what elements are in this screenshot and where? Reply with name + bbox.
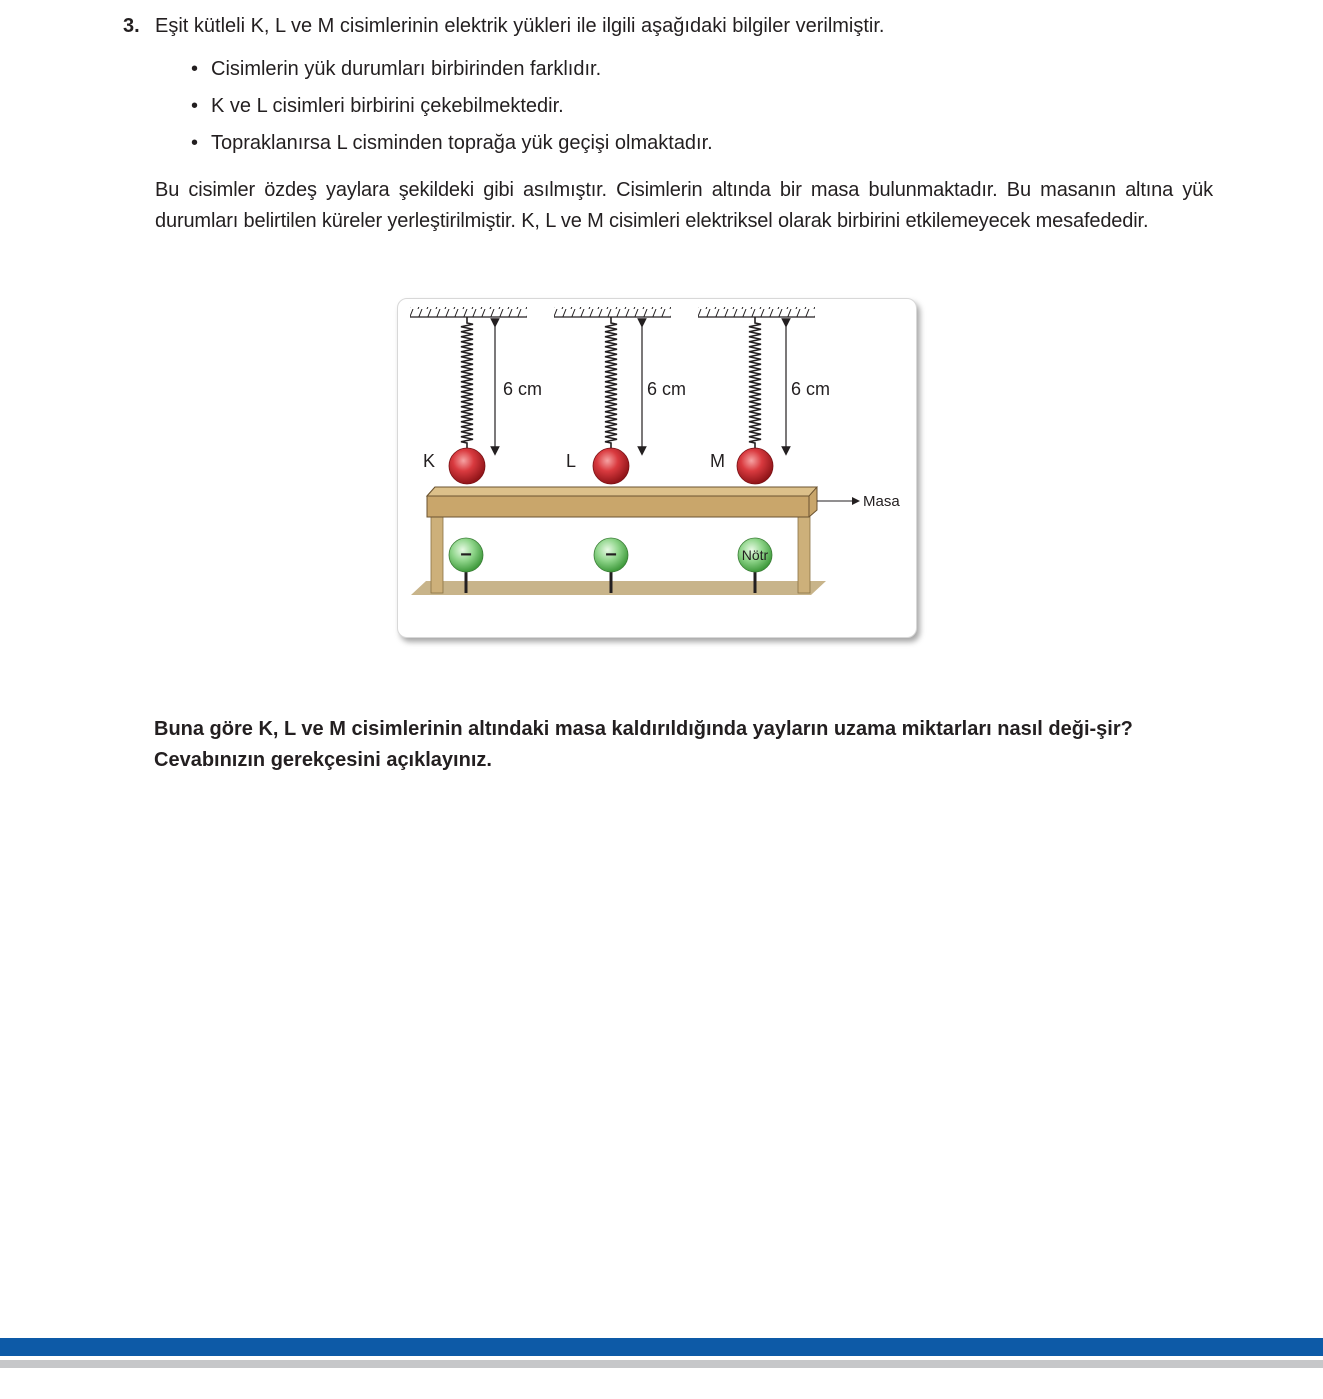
footer-gray-bar (0, 1360, 1323, 1368)
spring-l (605, 317, 617, 449)
footer-blue-bar (0, 1338, 1323, 1356)
length-label-m: 6 cm (791, 379, 831, 399)
ceiling-m (698, 307, 815, 317)
final-question: Buna göre K, L ve M cisimlerinin altındaki masa kaldırıldığında yayların uzama miktarları nasıl deği-şir? Cevabınızın gerekçesini açıklayınız. (154, 718, 1133, 771)
body-sphere-k (449, 448, 485, 484)
spring-m (749, 317, 761, 449)
setup-description: Bu cisimler özdeş yaylara şekildeki gibi asılmıştır. Cisimlerin altında bir masa bulunmaktadır. Bu masanın altına yük durumları belirtilen küreler yerleştirilmiştir. K, L ve M cisimleri elektriksel olarak birbirini etkilemeyecek mesafededir. (155, 179, 1213, 232)
info-item-text: Topraklanırsa L cisminden toprağa yük geçişi olmaktadır. (211, 132, 713, 154)
ceiling-l (554, 307, 671, 317)
bullet-icon: • (191, 132, 199, 154)
bullet-icon: • (191, 58, 199, 80)
info-list (191, 56, 713, 167)
table-top (427, 487, 817, 517)
length-label-k: 6 cm (503, 379, 543, 399)
lower-sphere-charge-l: − (605, 544, 617, 566)
spring-k (461, 317, 473, 449)
info-item-text: Cisimlerin yük durumları birbirinden farklıdır. (211, 58, 602, 80)
ceiling-k (410, 307, 527, 317)
figure-drawing (398, 299, 916, 637)
table-label: Masa (863, 493, 900, 510)
question-number: 3. (123, 15, 140, 37)
body-label-k: K (423, 451, 436, 471)
lower-sphere-charge-k: − (460, 544, 472, 566)
spring-table-figure (397, 298, 917, 638)
body-label-m: M (710, 451, 725, 471)
bullet-icon: • (191, 95, 199, 117)
body-label-l: L (566, 451, 577, 471)
floor (411, 581, 826, 595)
info-item-text: K ve L cisimleri birbirini çekebilmektedir. (211, 95, 564, 117)
length-label-l: 6 cm (647, 379, 687, 399)
body-sphere-l (593, 448, 629, 484)
question-intro: Eşit kütleli K, L ve M cisimlerinin elektrik yükleri ile ilgili aşağıdaki bilgiler verilmiştir. (155, 15, 885, 37)
info-item (191, 93, 713, 130)
info-item (191, 130, 713, 167)
lower-sphere-charge-m: Nötr (741, 547, 769, 563)
body-sphere-m (737, 448, 773, 484)
ceiling-mounts (410, 307, 815, 317)
info-item (191, 56, 713, 93)
